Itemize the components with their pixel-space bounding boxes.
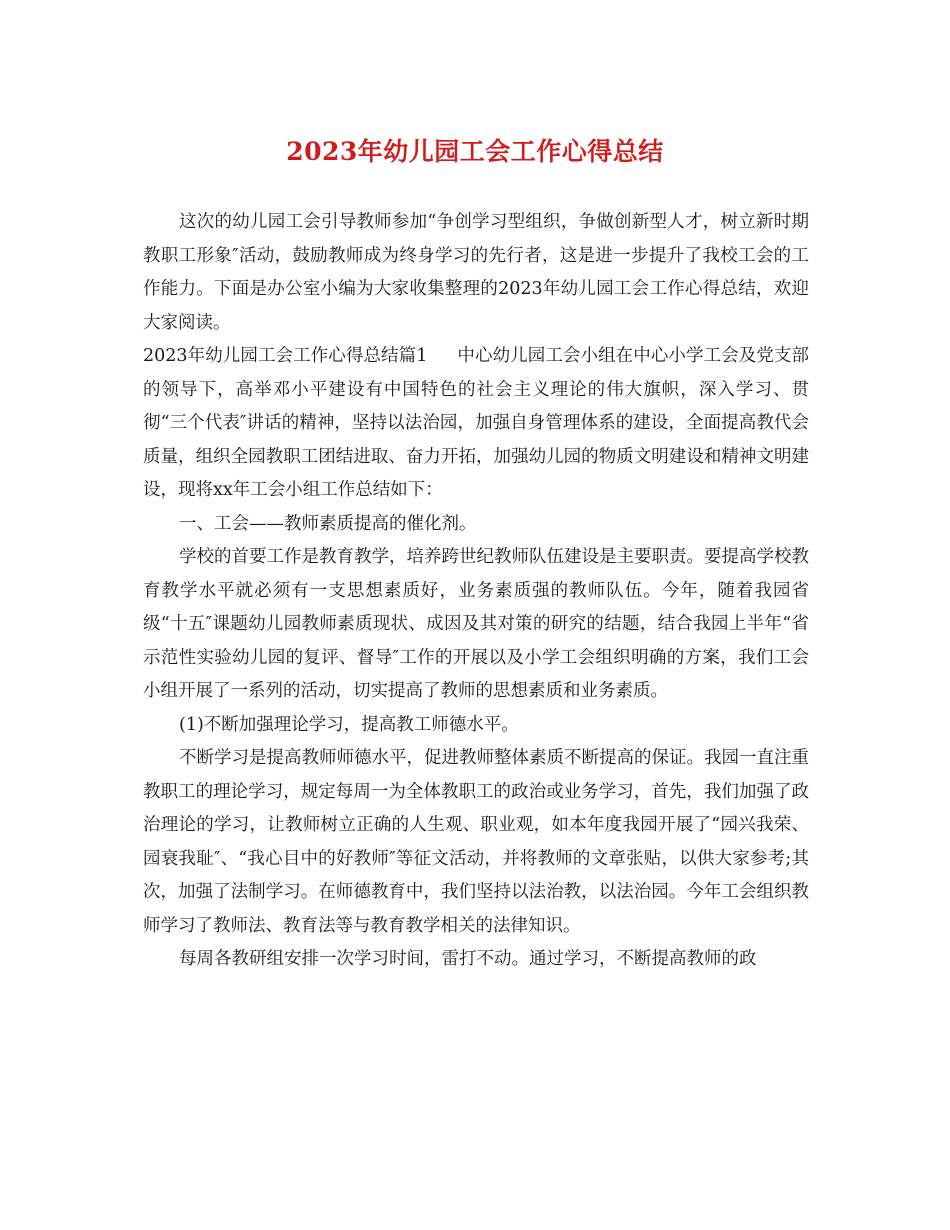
section-heading: 2023年幼儿园工会工作心得总结篇1: [143, 346, 428, 366]
sub1-heading: (1)不断加强理论学习，提高教工师德水平。: [179, 714, 519, 735]
intro-paragraph: 这次的幼儿园工会引导教师参加“争创学习型组织，争做创新型人才，树立新时期教职工形象″活动，鼓励教师成为终身学习的先行者，这是进一步提升了我校工会的工作能力。下面是办公室小编为大家收集整理的2023年幼儿园工会工作心得总结，欢迎大家阅读。: [143, 212, 809, 333]
document-body: [143, 206, 809, 977]
last-paragraph: 每周各教研组安排一次学习时间，雷打不动。通过学习，不断提高教师的政: [179, 949, 757, 969]
section-paragraph: [143, 340, 809, 508]
section-body: 中心幼儿园工会小组在中心小学工会及党支部的领导下，高举邓小平建设有中国特色的社会主义理论的伟大旗帜，深入学习、贯彻“三个代表″讲话的精神，坚持以法治园，加强自身管理体系的建设，全面提高教代会质量，组织全园教职工团结进取、奋力开拓，加强幼儿园的物质文明建设和精神文明建设，现将xx年工会小组工作总结如下：: [143, 346, 810, 500]
point1-paragraph: 学校的首要工作是教育教学，培养跨世纪教师队伍建设是主要职责。要提高学校教育教学水平就必须有一支思想素质好，业务素质强的教师队伍。今年，随着我园省级“十五″课题幼儿园教师素质现状、成因及其对策的研究的结题，结合我园上半年“省示范性实验幼儿园的复评、督导″工作的开展以及小学工会组织明确的方案，我们工会小组开展了一系列的活动，切实提高了教师的思想素质和业务素质。: [143, 547, 809, 701]
point1-heading: 一、工会——教师素质提高的催化剂。: [179, 513, 477, 534]
sub1-paragraph: 不断学习是提高教师师德水平，促进教师整体素质不断提高的保证。我园一直注重教职工的理论学习，规定每周一为全体教职工的政治或业务学习，首先，我们加强了政治理论的学习，让教师树立正确的人生观、职业观，如本年度我园开展了“园兴我荣、园衰我耻″、“我心目中的好教师″等征文活动，并将教师的文章张贴，以供大家参考;其次，加强了法制学习。在师德教育中，我们坚持以法治教，以法治园。今年工会组织教师学习了教师法、教育法等与教育教学相关的法律知识。: [143, 748, 809, 936]
document-title: 2023年幼儿园工会工作心得总结: [286, 137, 664, 166]
